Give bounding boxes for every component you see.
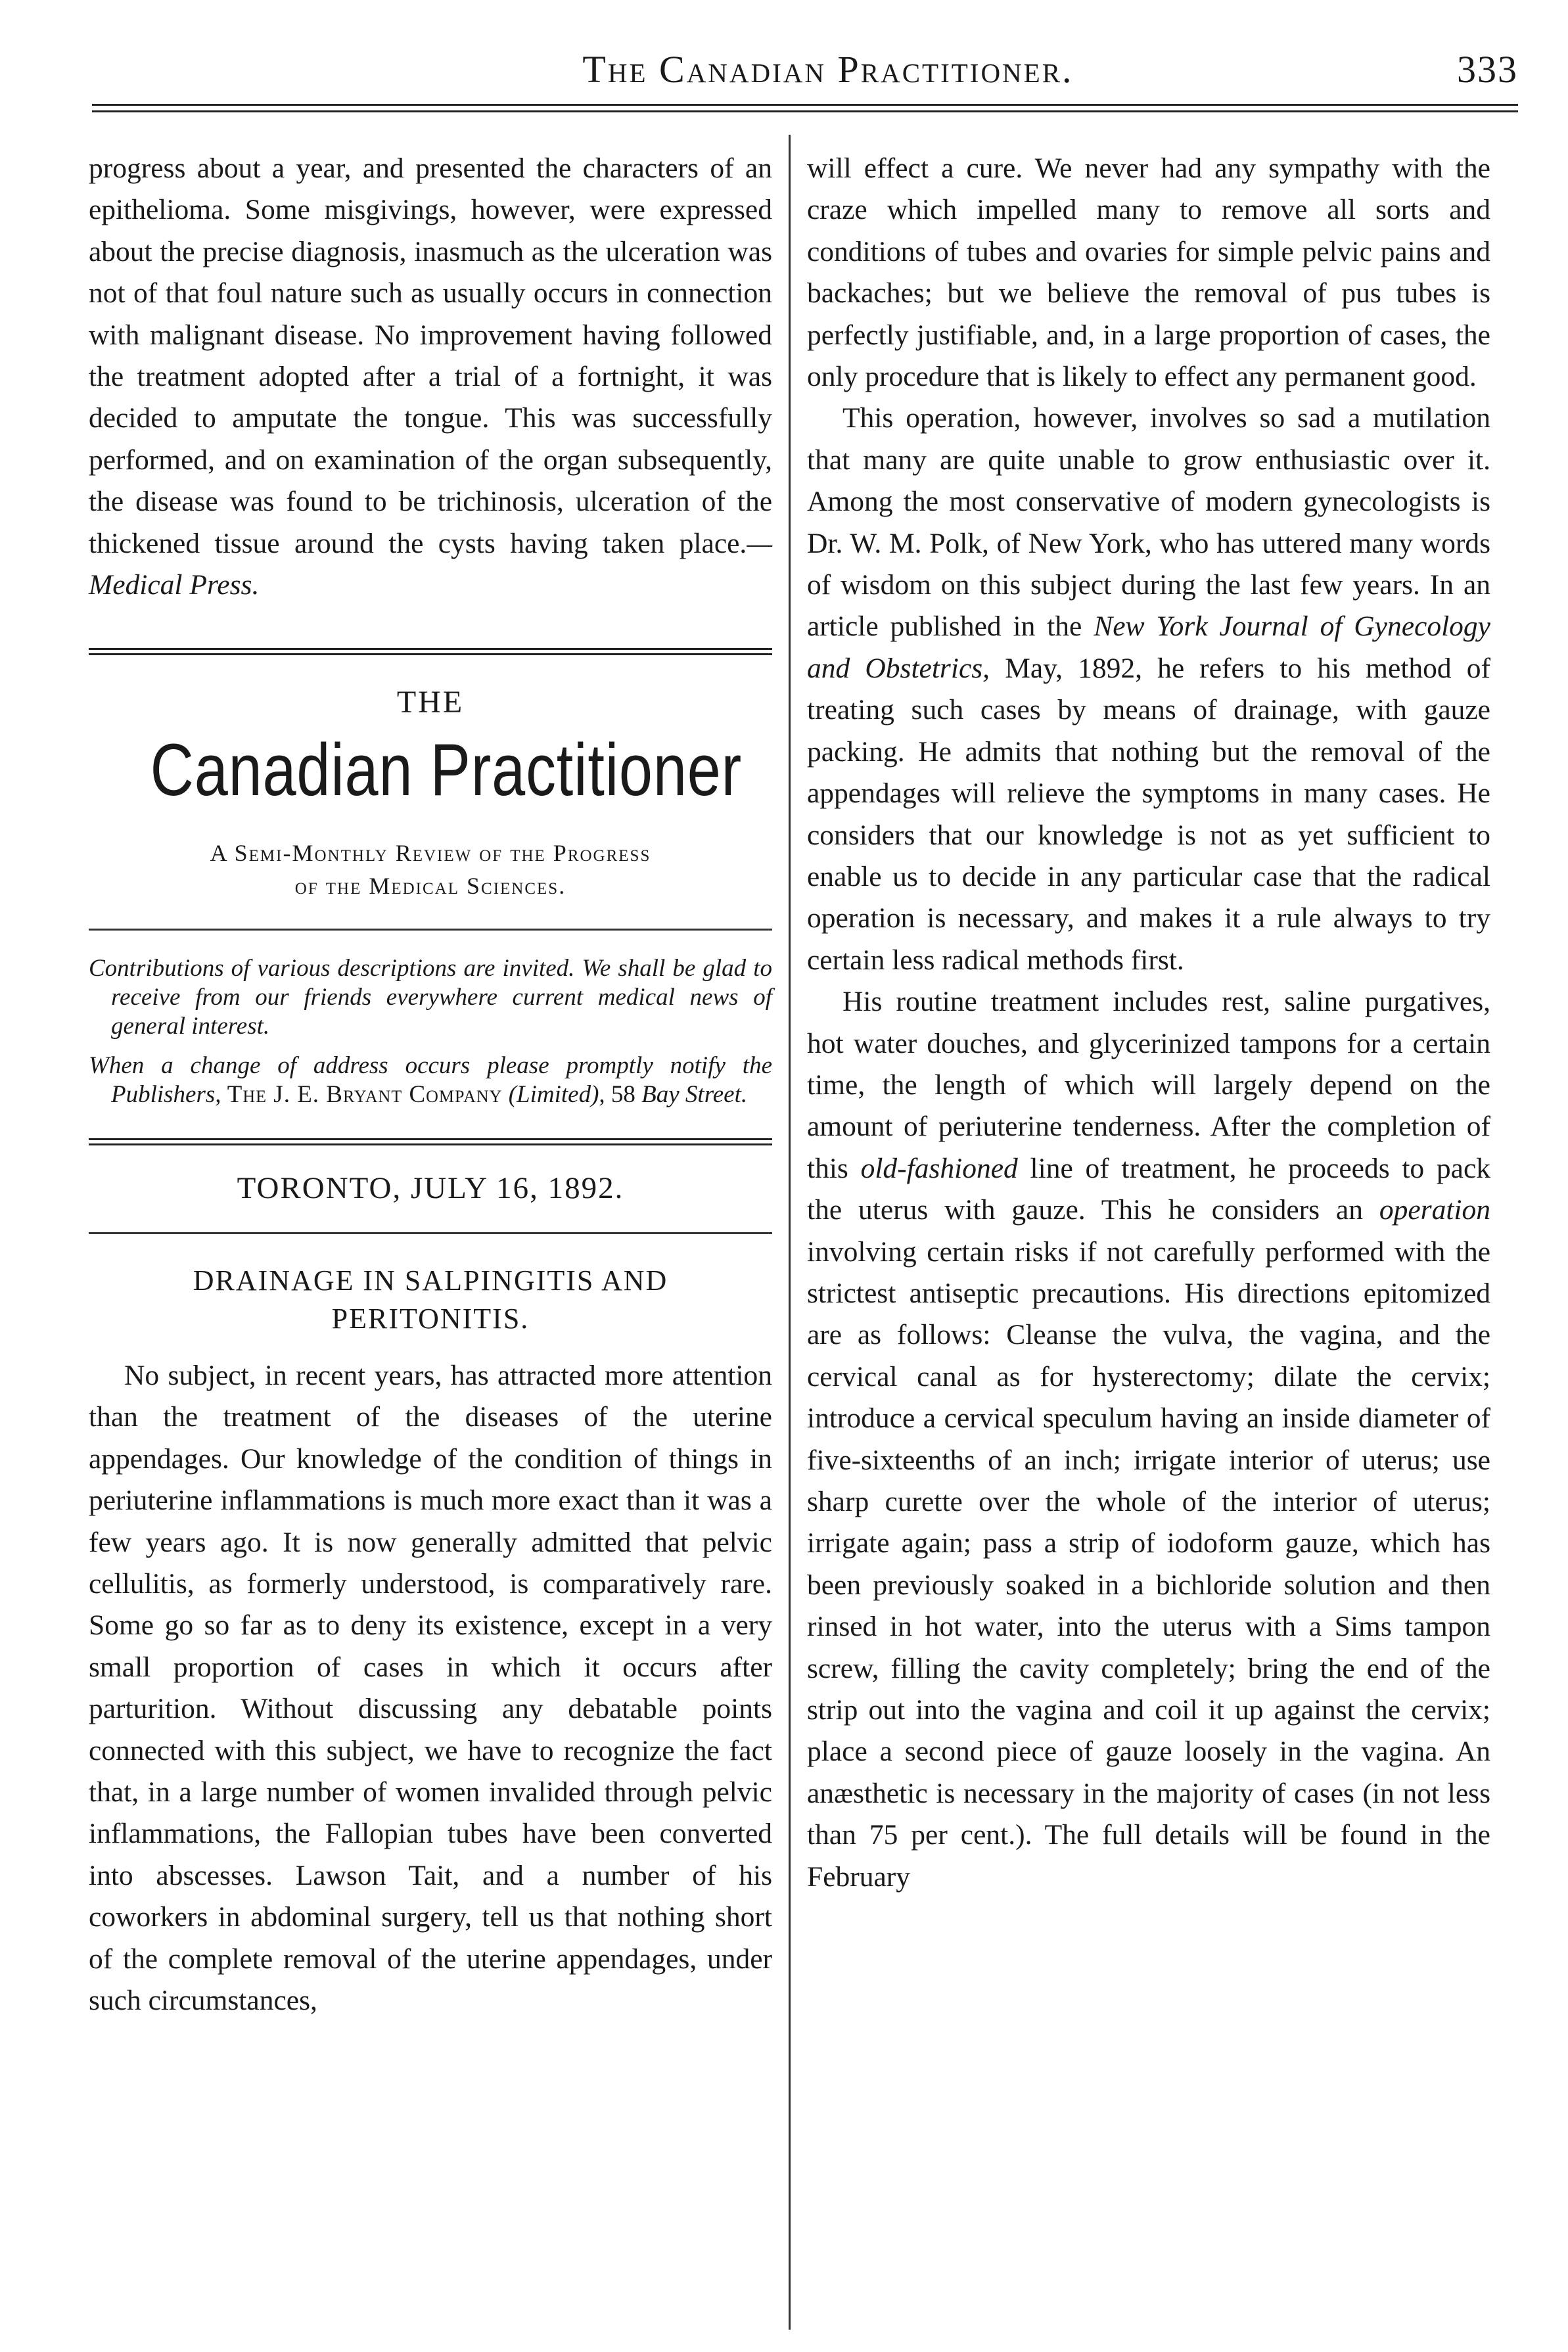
right-paragraph-3 (807, 981, 1490, 1898)
notice-address-change (89, 1051, 772, 1109)
notice-contributions: Contributions of various descriptions are invited. We shall be glad to receive from our friends everywhere current medical news of general interest. (89, 955, 772, 1040)
para3-text-c: involving certain risks if not carefully performed with the strictest antiseptic precautions. His directions epitomized are as follows: Cleanse the vulva, the vagina, and the cervical canal as for hysterectomy; dilate the cervix; introduce a cervical speculum having an inside diameter of five-sixteenths of an inch; irrigate interior of uterus; use sharp curette over the whole of the interior of uterus; irrigate again; pass a strip of iodoform gauze, which has been previously soaked in a bichloride solution and then rinsed in hot water, into the uterus with a Sims tampon screw, filling the cavity completely; bring the end of the strip out into the vagina and coil it up against the cervix; place a second piece of gauze loosely in the vagina. An anæsthetic is necessary in the majority of cases (in not less than 75 per cent.). The full details will be found in the February (807, 1235, 1490, 1893)
article-paragraph: No subject, in recent years, has attracted more attention than the treatment of the diseases of the uterine appendages. Our knowledge of the condition of things in periuterine inflammations is much more exact than it was a few years ago. It is now generally admitted that pelvic cellulitis, as formerly understood, is comparatively rare. Some go so far as to deny its existence, except in a very small proportion of cases in which it occurs after parturition. Without discussing any debatable points connected with this subject, we have to recognize the fact that, in a large number of women invalided through pelvic inflammations, the Fallopian tubes have been converted into abscesses. Lawson Tait, and a number of his coworkers in abdominal surgery, tell us that nothing short of the complete removal of the uterine appendages, under such circumstances, (89, 1359, 772, 2016)
notice-limited: (Limited), (508, 1081, 605, 1109)
continued-text: progress about a year, and presented the characters of an epithelioma. Some misgivings, however, were expressed about the precise diagnosis, inasmuch as the ulceration was not of that foul nature such as usually occurs in connection with malignant disease. No improvement having followed the treatment adopted after a trial of a fortnight, it was decided to amputate the tongue. This was successfully performed, and on examination of the organ subsequently, the disease was found to be trichinosis, ulceration of the thickened tissue around the cysts having taken place. (89, 152, 772, 559)
masthead-the: THE (396, 685, 465, 720)
dateline: TORONTO, JULY 16, 1892. (237, 1171, 624, 1206)
masthead-subtitle-line1: A Semi-Monthly Review of the Progress (210, 840, 651, 867)
notice-company: The J. E. Bryant Company (227, 1081, 503, 1109)
para2-text-a: This operation, however, involves so sad a mutilation that many are quite unable to grow enthusiastic over it. Among the most conservative of modern gynecologists is Dr. W. M. Polk, of New York, who has uttered many words of wisdom on this subject during the last few years. In an article published in the (807, 402, 1490, 643)
para3-text-b: line of treatment, he proceeds to pack the uterus with gauze. This he considers an (807, 1152, 1491, 1226)
article-title-line2: PERITONITIS. (331, 1302, 530, 1335)
header-rule-top (92, 104, 1518, 106)
masthead-name: Canadian Practitioner (150, 729, 743, 812)
left-column (89, 148, 772, 2021)
operation-emphasis: operation (1379, 1194, 1491, 1226)
notice-address-street: Bay Street. (641, 1081, 748, 1109)
right-paragraph-1: will effect a cure. We never had any sympathy with the craze which impelled many to remove all sorts and conditions of tubes and ovaries for simple pelvic pains and backaches; but we believe the removal of pus tubes is perfectly justifiable, and, in a large proportion of cases, the only procedure that is likely to effect any permanent good. (807, 152, 1490, 393)
header-rule-bottom (92, 110, 1518, 112)
para2-text-b: May, 1892, he refers to his method of treating such cases by means of drainage, with gauze packing. He admits that nothing but the removal of the appendages will relieve the symptoms in many cases. He considers that our knowledge is not as yet sufficient to enable us to decide in any particular case that the radical operation is necessary, and makes it a rule always to try certain less radical methods first. (807, 652, 1490, 976)
running-title: The Canadian Practitioner. (582, 48, 1074, 91)
right-column (807, 148, 1490, 1898)
continued-paragraph (89, 148, 772, 606)
continued-source: —Medical Press. (89, 527, 772, 601)
page-number: 333 (1457, 48, 1518, 91)
notice-block (89, 954, 772, 1109)
notice-address-text: When a change of address occurs please promptly notify the Publishers, (89, 1052, 772, 1109)
old-fashioned-emphasis: old-fashioned (860, 1152, 1018, 1184)
masthead-subtitle-line2: of the Medical Sciences. (294, 873, 566, 900)
column-divider (789, 135, 791, 2330)
article-title-line1: DRAINAGE IN SALPINGITIS AND (193, 1264, 668, 1297)
right-paragraph-2 (807, 398, 1490, 981)
page-header (92, 33, 1518, 118)
para3-text-a: His routine treatment includes rest, saline purgatives, hot water douches, and glycerinized tampons for a certain time, the length of which will largely depend on the amount of periuterine tenderness. After the completion of this (807, 986, 1490, 1184)
section-double-rule (89, 648, 772, 655)
notice-address-number: 58 (611, 1081, 635, 1109)
journal-title: New York Journal of Gynecology and Obstetrics, (807, 611, 1490, 684)
dateline-double-rule (89, 1138, 772, 1145)
